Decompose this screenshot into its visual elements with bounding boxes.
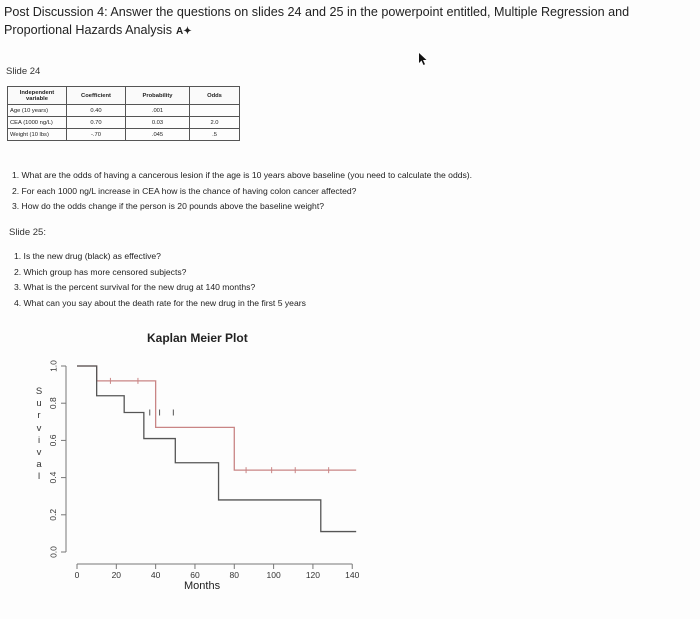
table-cell: 0.40 [67,105,126,117]
y-axis-label-letter: S [35,386,43,397]
slide-24-label: Slide 24 [6,66,41,77]
question-item: 1. Is the new drug (black) as effective? [14,251,161,261]
table-cell: Age (10 years) [8,105,67,117]
y-tick-label: 0.2 [48,508,59,521]
slide-25-label: Slide 25: [9,227,46,238]
table-cell: -.70 [67,129,126,141]
question-item: 3. How do the odds change if the person is 20 pounds above the baseline weight? [12,201,324,211]
table-header-cell: Probability [126,87,190,105]
x-tick-label: 120 [305,570,321,580]
table-cell: Weight (10 lbs) [8,129,67,141]
y-tick-label: 1.0 [48,360,59,372]
x-tick-label: 60 [190,570,200,580]
y-axis-label-letter: r [37,410,41,422]
table-cell: .001 [126,105,190,117]
table-header-cell: Coefficient [67,87,126,105]
page-title: Post Discussion 4: Answer the questions on slides 24 and 25 in the powerpoint entitled, Multiple Regression and Proportional Hazards Analysis A✦ [4,5,630,37]
y-axis-label-letter: v [36,422,42,434]
y-axis-label-letter: v [36,447,42,459]
ai-badge-icon: A✦ [176,26,192,37]
table-cell: CEA (1000 ng/L) [8,117,67,129]
question-item: 3. What is the percent survival for the new drug at 140 months? [14,282,256,292]
x-tick-label: 40 [150,570,161,580]
question-item: 1. What are the odds of having a cancerous lesion if the age is 10 years above baseline (you need to calculate the odds). [12,170,473,180]
y-tick-label: 0.6 [48,434,59,447]
y-tick-label: 0.8 [48,397,59,410]
table-header-cell: Independent variable [8,87,67,105]
table-cell: 0.70 [67,117,126,129]
table-cell: 2.0 [190,117,240,129]
y-axis-label-letter: i [37,434,41,446]
y-axis-label-letter: u [36,398,42,410]
x-axis-label: Months [184,580,221,592]
x-tick-label: 100 [266,570,281,580]
question-item: 4. What can you say about the death rate for the new drug in the first 5 years [14,297,306,308]
chart-title: Kaplan Meier Plot [147,331,248,345]
y-tick-label: 0.4 [48,471,59,484]
y-tick-label: 0.0 [48,546,59,558]
survival-curve-series-1 [77,366,356,470]
table-cell: .5 [190,129,240,141]
y-axis-label-letter: l [37,471,41,483]
x-tick-label: 140 [345,570,360,580]
x-tick-label: 0 [74,570,80,580]
x-tick-label: 80 [229,570,240,580]
table-cell: .045 [126,129,190,141]
y-axis-label-letter: a [36,459,42,471]
x-tick-label: 20 [111,570,122,580]
survival-curve-series-2 [77,366,356,532]
table-cell: 0.03 [126,117,190,129]
question-item: 2. For each 1000 ng/L increase in CEA how is the chance of having colon cancer affected? [12,185,357,196]
table-header-cell: Odds [190,87,240,105]
question-item: 2. Which group has more censored subjects? [14,266,187,277]
